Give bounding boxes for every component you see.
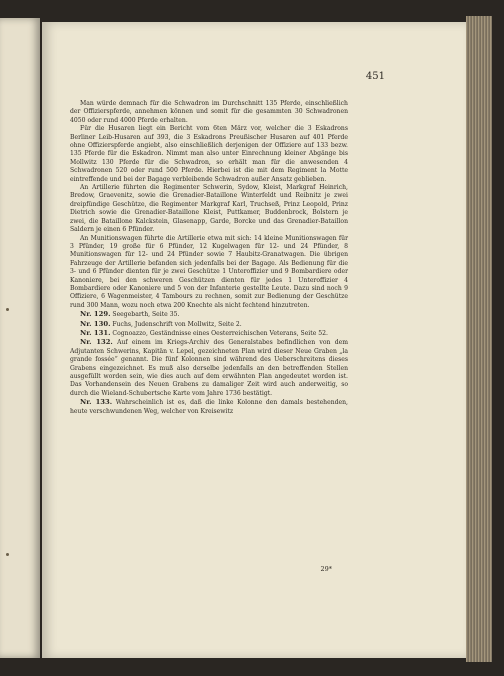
margin-mark bbox=[6, 308, 9, 311]
note-number: Nr. 132. bbox=[80, 338, 113, 347]
left-page-edge bbox=[0, 18, 40, 658]
note-text: Fuchs, Judenschrift von Mollwitz, Seite 2. bbox=[112, 320, 242, 328]
note-number: Nr. 129. bbox=[80, 310, 111, 319]
note-number: Nr. 131. bbox=[80, 328, 111, 337]
note bbox=[70, 320, 348, 329]
note-text: Seegebarth, Seite 35. bbox=[112, 311, 180, 319]
note bbox=[70, 338, 348, 398]
note bbox=[70, 310, 348, 319]
page-text bbox=[70, 100, 348, 416]
printer-signature: 29* bbox=[320, 565, 332, 573]
page-edges bbox=[466, 16, 492, 662]
note-text: Cognoazzo, Geständnisse eines Oesterreichischen Veterans, Seite 52. bbox=[112, 329, 328, 337]
page-number: 451 bbox=[365, 71, 385, 82]
paragraph: Für die Husaren liegt ein Bericht vom 6ten März vor, welcher die 3 Eskadrons Berliner Leib-Husaren auf 393, die 3 Eskadrons Preußischer Husaren auf 401 Pferde ohne Offizierspferde angiebt, also einschließlich derjenigen der Offiziere auf 133 bezw. 135 Pferde für die Eskadron. Nimmt man also unter Einrechnung kleiner Abgänge bis Mollwitz 130 Pferde für die Schwadron, so erhält man für die anwesenden 4 Schwadronen 520 oder rund 500 Pferde. Hierbei ist die mit dem Regiment la Motte eintreffende und bei der Bagage verbleibende Schwadron außer Ansatz geblieben. bbox=[70, 125, 348, 183]
paragraph: An Artillerie führten die Regimenter Schwerin, Sydow, Kleist, Markgraf Heinrich, Bredow, Graevenitz, sowie die Grenadier-Bataillone Winterfeldt und Reibnitz je zwei dreipfündige Geschütze, die Regimenter Markgraf Karl, Truchseß, Prinz Leopold, Prinz Dietrich sowie die Grenadier-Bataillone Kleist, Puttkamer, Buddenbrock, Bolstern je zwei, die Bataillone Kalckstein, Glasenapp, Garde, Borcke und das Grenadier-Bataillon Saldern je einen 6 Pfünder. bbox=[70, 184, 348, 234]
note-text: Auf einem im Kriegs-Archiv des Generalstabes befindlichen von dem Adjutanten Schwerins, Kapitän v. Lepel, gezeichneten Plan wird dieser Neue Graben „la grande fossée“ genannt. Die fünf Kolonnen sind während des Ueberschreitens dieses Grabens eingezeichnet. Es muß also derselbe jedenfalls an den betreffenden Stellen ausgefüllt worden sein, wie dies auch auf dem erwähnten Plan angedeutet worden ist. Das Vorhandensein des Neuen Grabens zu damaliger Zeit wird auch anderweitig, so durch die Wieland-Schubertsche Karte vom Jahre 1736 bestätigt. bbox=[70, 339, 348, 397]
paragraph: Man würde demnach für die Schwadron im Durchschnitt 135 Pferde, einschließlich der Offizierspferde, annehmen können und somit für die gesammten 30 Schwadronen 4050 oder rund 4000 Pferde erhalten. bbox=[70, 100, 348, 124]
note bbox=[70, 398, 348, 416]
note-number: Nr. 130. bbox=[80, 319, 111, 328]
margin-mark bbox=[6, 553, 9, 556]
note-text: Wahrscheinlich ist es, daß die linke Kolonne den damals bestehenden, heute verschwundenen Weg, welcher von Kreisewitz bbox=[70, 399, 348, 415]
paragraph: An Munitionswagen führte die Artillerie etwa mit sich: 14 kleine Munitionswagen für 3 Pfünder, 19 große für 6 Pfünder, 12 Kugelwagen für 12- und 24 Pfünder, 8 Munitionswagen für 12- und 24 Pfünder sowie 7 Haubitz-Granatwagen. Die übrigen Fahrzeuge der Artillerie befanden sich jedenfalls bei der Bagage. Als Bedienung für die 3- und 6 Pfünder dienten für je zwei Geschütze 1 Unteroffizier und 9 Bombardiere oder Kanoniere, bei den schweren Geschützen dienten für jedes 1 Unteroffizier 4 Bombardiere oder Kanoniere und 5 von der Infanterie gestellte Leute. Dazu sind noch 9 Offiziere, 6 Wagenmeister, 4 Tambours zu rechnen, somit zur Bedienung der Geschütze rund 300 Mann, wozu noch etwa 200 Knechte als nicht fechtend hinzutreten. bbox=[70, 234, 348, 309]
note bbox=[70, 329, 348, 338]
note-number: Nr. 133. bbox=[80, 398, 113, 407]
